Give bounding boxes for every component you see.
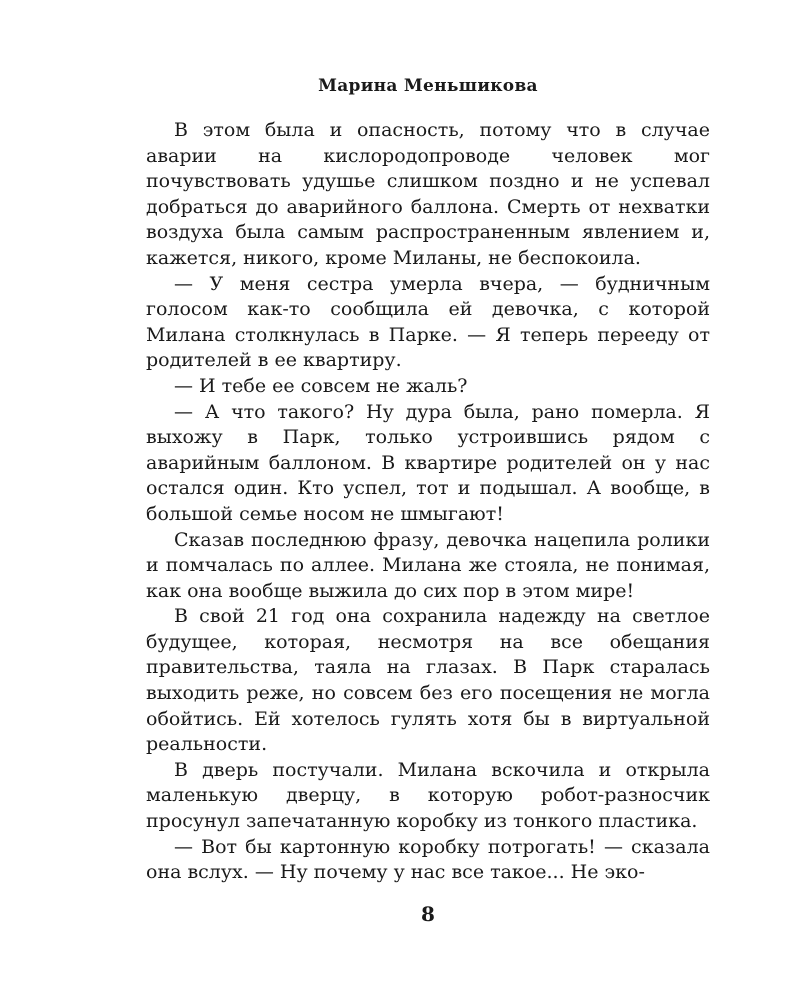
paragraph: — И тебе ее совсем не жаль? xyxy=(174,374,468,397)
paragraph: Сказав последнюю фразу, девочка нацепила ролики и помчалась по аллее. Милана же стояла, не понимая, как она вообще выжила до сих пор в этом мире! xyxy=(146,528,710,602)
paragraph: — У меня сестра умерла вчера, — будничным голосом как-то сообщила ей девочка, с которой Милана столкнулась в Парке. — Я теперь перееду от родителей в ее квартиру. xyxy=(146,272,710,372)
body-text xyxy=(146,118,710,886)
paragraph: В свой 21 год она сохранила надежду на светлое будущее, которая, несмотря на все обещания правительства, таяла на глазах. В Парк старалась выходить реже, но совсем без его посещения не могла обойтись. Ей хотелось гулять хотя бы в виртуальной реальности. xyxy=(146,605,710,756)
paragraph: — Вот бы картонную коробку потрогать! — сказала она вслух. — Ну почему у нас все такое... Не эко- xyxy=(146,835,710,884)
running-head-author: Марина Меньшикова xyxy=(318,76,538,96)
book-page xyxy=(146,70,710,950)
page-number: 8 xyxy=(421,902,435,926)
paragraph: В этом была и опасность, потому что в случае аварии на кислородопроводе человек мог почувствовать удушье слишком поздно и не успевал добраться до аварийного баллона. Смерть от нехватки воздуха была самым распространенным явлением и, кажется, никого, кроме Миланы, не беспокоила. xyxy=(146,119,710,269)
paragraph: — А что такого? Ну дура была, рано померла. Я выхожу в Парк, только устроившись рядом с аварийным баллоном. В квартире родителей он у нас остался один. Кто успел, тот и подышал. А вообще, в большой семье носом не шмыгают! xyxy=(146,400,710,525)
paragraph: В дверь постучали. Милана вскочила и открыла маленькую дверцу, в которую робот-разносчик просунул запечатанную коробку из тонкого пластика. xyxy=(146,758,710,833)
